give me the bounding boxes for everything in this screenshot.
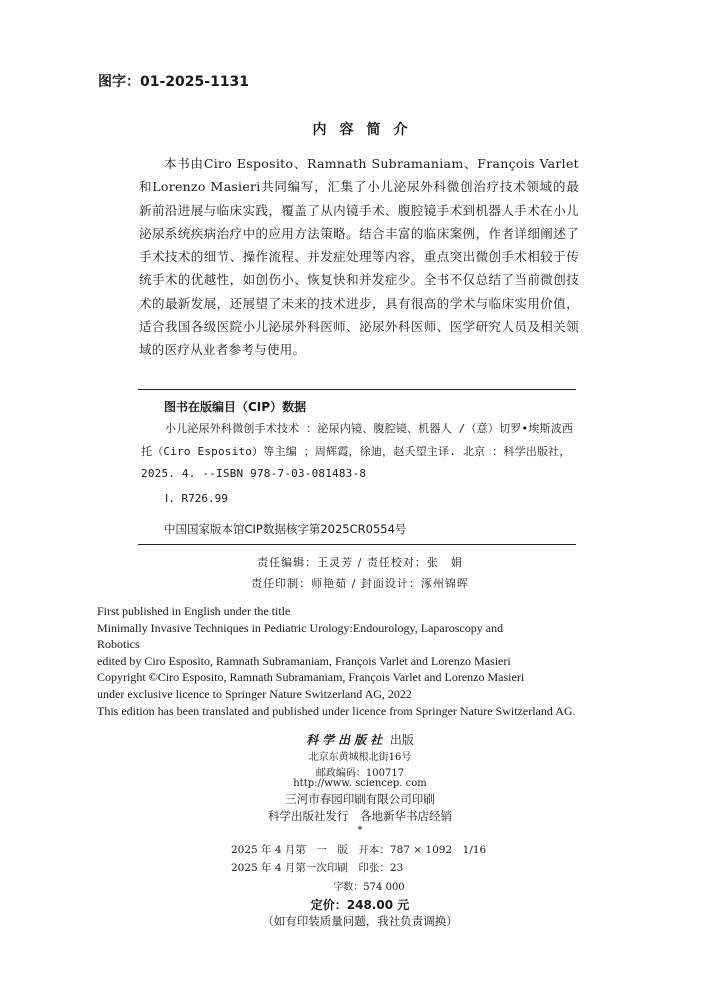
cip-bottom-divider [138,544,576,545]
price: 定价：248.00 元 [310,898,410,912]
printer-info: 三河市春园印刷有限公司印刷 [285,792,435,806]
separator-star: * [357,825,363,836]
cip-top-divider [138,389,576,390]
publisher-postcode: 邮政编码：100717 [315,768,405,779]
distribution-info: 科学出版社发行 各地新华书店经销 [268,809,452,823]
publisher-website: http://www. sciencep. com [293,778,427,789]
english-line: Copyright ©Ciro Esposito, Ramnath Subramaniam, François Varlet and Lorenzo Masieri [97,670,525,685]
cip-check-number: 中国国家版本馆CIP数据核字第2025CR0554号 [164,522,407,536]
english-line: edited by Ciro Esposito, Ramnath Subramaniam, François Varlet and Lorenzo Masieri [97,653,511,668]
english-line: This edition has been translated and published under licence from Springer Nature Switzerland AG. [97,703,576,718]
cip-title: 图书在版编目（CIP）数据 [164,400,307,414]
quality-notice: （如有印装质量问题，我社负责调换） [262,914,458,928]
printing-info: 2025 年 4 月第一次印刷 印张：23 [231,862,404,874]
summary-heading: 内容简介 [312,122,421,138]
english-line: under exclusive licence to Springer Nature Switzerland AG, 2022 [97,686,412,701]
english-line: Robotics [97,637,140,652]
publisher-suffix: 出版 [386,733,414,747]
publisher-name: 科学出版社 [306,733,387,747]
production-credits: 责任印制：师艳茹 / 封面设计：涿州锦晖 [251,577,469,590]
english-line: First published in English under the title [97,604,291,618]
cip-classification: Ⅰ. R726.99 [165,492,228,505]
english-line: Minimally Invasive Techniques in Pediatric Urology:Endourology, Laparoscopy and [97,620,504,635]
word-count: 字数：574 000 [333,882,405,893]
copyright-registration-number: 图字：01-2025-1131 [98,74,250,90]
edition-info: 2025 年 4 月第 一 版 开本：787 × 1092 1/16 [231,844,487,856]
publisher-address: 北京东黄城根北街16号 [308,752,412,763]
cip-record: 小儿泌尿外科微创手术技术 ：泌尿内镜、腹腔镜、机器人 /（意）切罗•埃斯波西托（Ciro Esposito）等主编 ；周辉霞，徐迪，赵夭望主译. 北京 ：科学出版社，2025. 4. --ISBN 978-7-03-081483-8 [141,422,574,480]
editor-credits: 责任编辑：王灵芳 / 责任校对：张 娟 [257,556,463,569]
summary-body: 本书由Ciro Esposito、Ramnath Subramaniam、François Varlet和Lorenzo Masieri共同编写，汇集了小儿泌尿外科微创治疗技术领域的最新前沿进展与临床实践，覆盖了从内镜手术、腹腔镜手术到机器人手术在小儿泌尿系统疾病治疗中的应用方法策略。结合丰富的临床案例，作者详细阐述了手术技术的细节、操作流程、并发症处理等内容，重点突出微创手术相较于传统手术的优越性，如创伤小、恢复快和并发症少。全书不仅总结了当前微创技术的最新发展，还展望了未来的技术进步，具有很高的学术与临床实用价值，适合我国各级医院小儿泌尿外科医师、泌尿外科医师、医学研究人员及相关领域的医疗从业者参考与使用。 [139,156,579,358]
english-rights-notice [97,603,617,719]
publisher-line [0,731,720,748]
